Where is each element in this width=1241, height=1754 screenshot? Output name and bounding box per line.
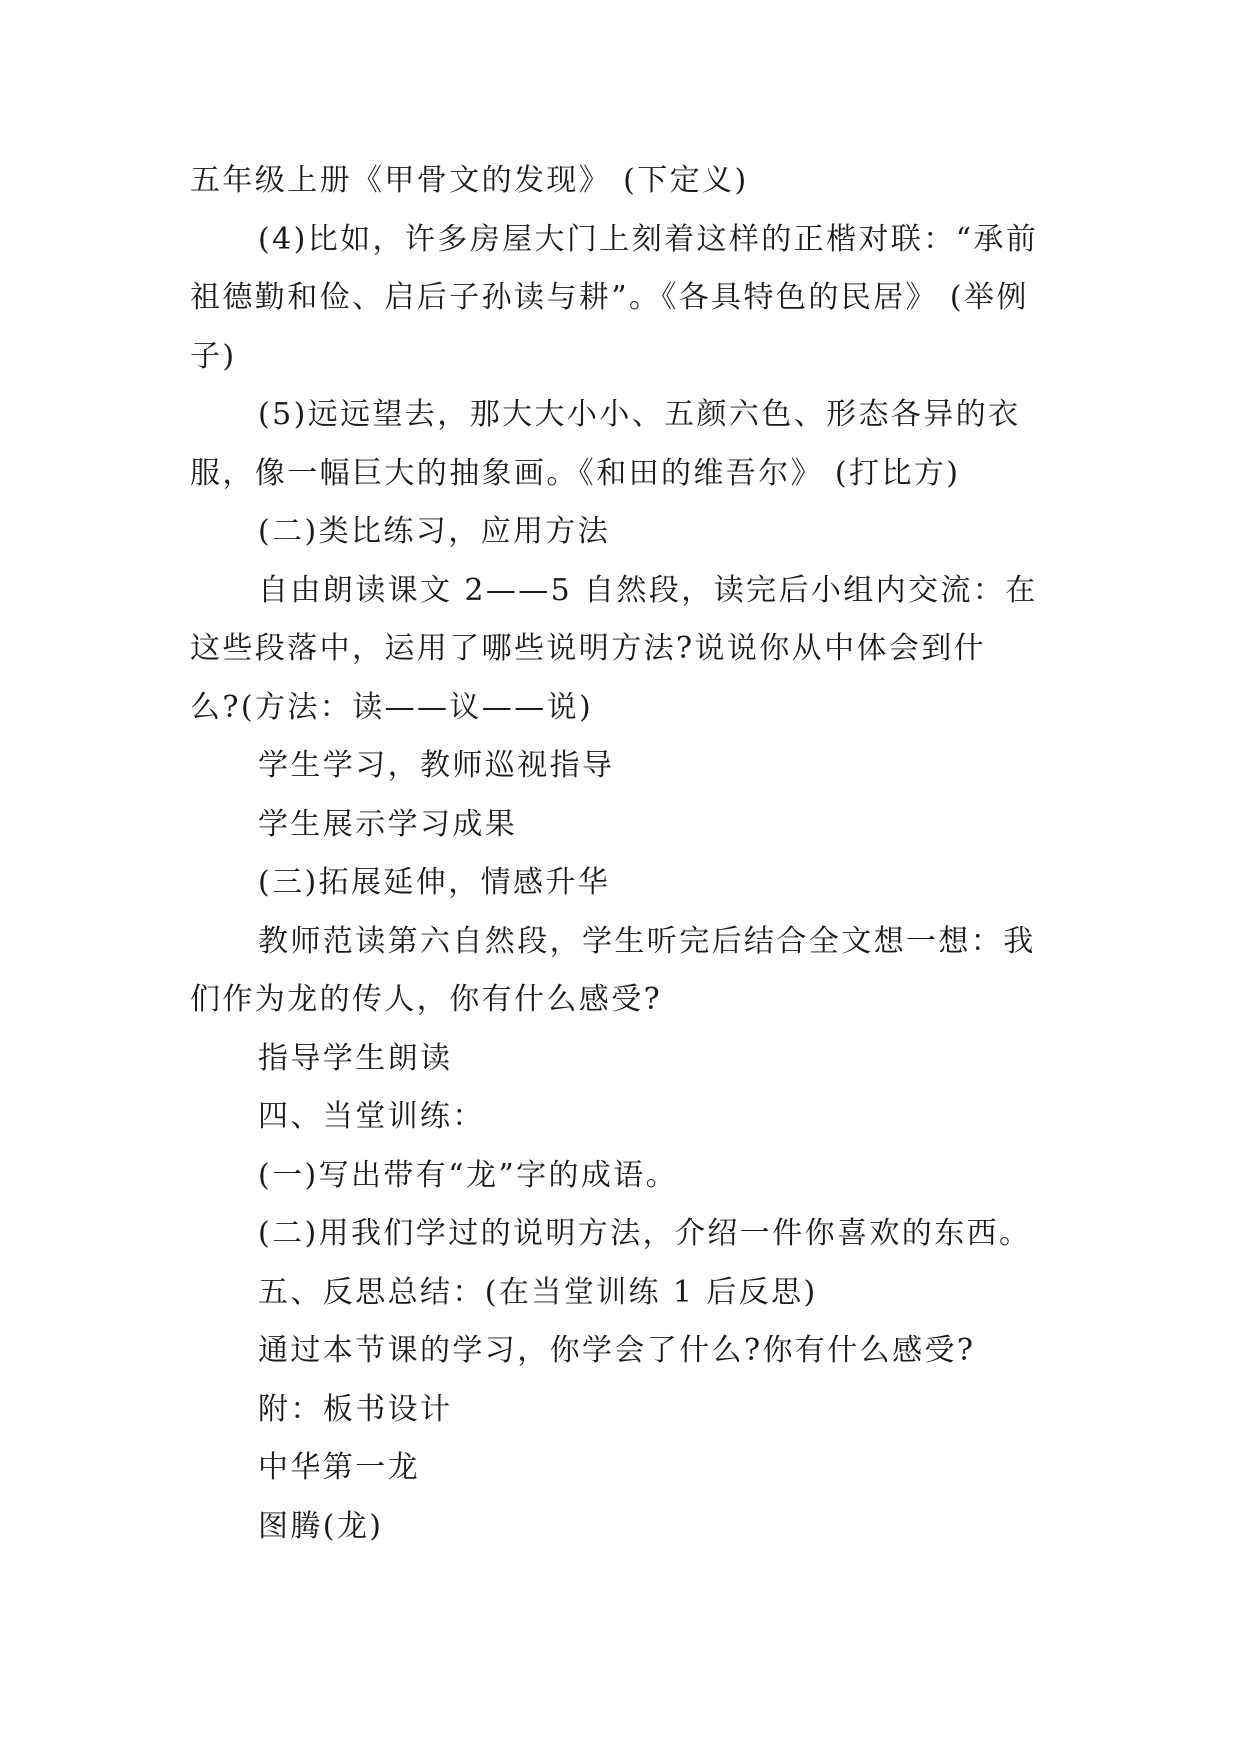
text-line-training-1: (一)写出带有“龙”字的成语。 bbox=[258, 1157, 679, 1193]
text-line-reading-task-start: 自由朗读课文 2——5 自然段，读完后小组内交流：在 bbox=[258, 572, 1038, 608]
text-line-guided-reading: 指导学生朗读 bbox=[258, 1040, 453, 1076]
section-heading-board-design: 附：板书设计 bbox=[258, 1391, 453, 1427]
text-line-student-study: 学生学习，教师巡视指导 bbox=[258, 748, 615, 783]
section-heading-analogy-practice: (二)类比练习，应用方法 bbox=[258, 514, 611, 549]
text-line-example-5-end: 服，像一幅巨大的抽象画。《和田的维吾尔》 (打比方) bbox=[190, 455, 961, 491]
text-line-board-title: 中华第一龙 bbox=[258, 1450, 420, 1485]
text-line-reading-task-end: 么?(方法：读——议——说) bbox=[190, 689, 594, 725]
section-heading-classroom-training: 四、当堂训练： bbox=[258, 1099, 485, 1134]
text-line-reflection-question: 通过本节课的学习，你学会了什么?你有什么感受? bbox=[258, 1333, 976, 1368]
text-line-teacher-reading-start: 教师范读第六自然段，学生听完后结合全文想一想：我 bbox=[258, 923, 1036, 959]
section-heading-reflection: 五、反思总结：(在当堂训练 1 后反思) bbox=[258, 1274, 818, 1310]
text-line-training-2: (二)用我们学过的说明方法，介绍一件你喜欢的东西。 bbox=[258, 1216, 1032, 1251]
text-line-example-4-start: (4)比如，许多房屋大门上刻着这样的正楷对联：“承前 bbox=[258, 221, 1039, 257]
text-line-definition-example: 五年级上册《甲骨文的发现》 (下定义) bbox=[190, 163, 749, 198]
document-body bbox=[190, 152, 1060, 1556]
text-line-example-4-end: 子) bbox=[190, 338, 237, 374]
text-line-teacher-reading-end: 们作为龙的传人，你有什么感受? bbox=[190, 982, 663, 1017]
section-heading-extension: (三)拓展延伸，情感升华 bbox=[258, 865, 611, 900]
text-line-student-showcase: 学生展示学习成果 bbox=[258, 806, 518, 842]
text-line-example-4-middle: 祖德勤和俭、启后子孙读与耕”。《各具特色的民居》 (举例 bbox=[190, 280, 1029, 315]
text-line-example-5-start: (5)远远望去，那大大小小、五颜六色、形态各异的衣 bbox=[258, 397, 1021, 432]
text-line-board-totem: 图腾(龙) bbox=[258, 1508, 384, 1544]
text-line-reading-task-middle: 这些段落中，运用了哪些说明方法?说说你从中体会到什 bbox=[190, 631, 987, 666]
